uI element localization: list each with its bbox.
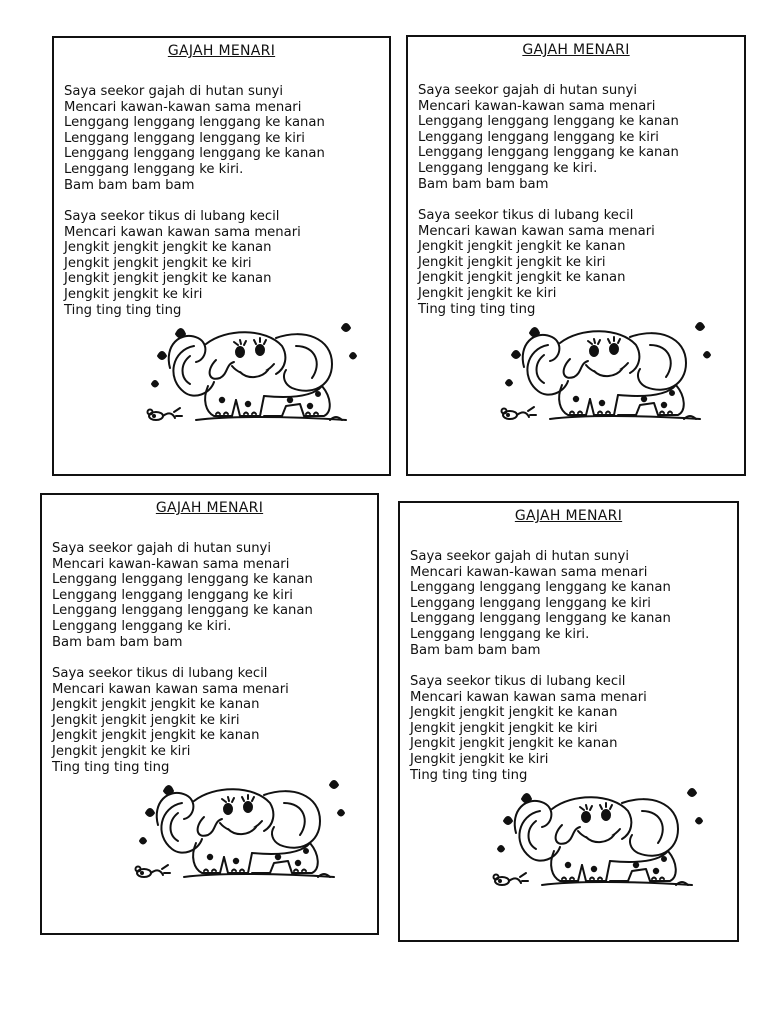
- verse-line: Lenggang lenggang ke kiri.: [410, 626, 590, 642]
- verse-line: Saya seekor tikus di lubang kecil: [410, 674, 626, 689]
- verse-line: Saya seekor tikus di lubang kecil: [418, 208, 634, 223]
- verse-gajah: [418, 83, 679, 192]
- song-card-3: [40, 493, 379, 935]
- verse-line: Lenggang lenggang lenggang ke kanan: [52, 603, 313, 619]
- verse-line: Mencari kawan-kawan sama menari: [64, 99, 302, 115]
- verse-line: Jengkit jengkit ke kiri: [418, 285, 557, 301]
- verse-line: Lenggang lenggang lenggang ke kiri: [418, 129, 659, 145]
- verse-line: Saya seekor tikus di lubang kecil: [64, 209, 280, 224]
- verse-line: Lenggang lenggang lenggang ke kanan: [410, 611, 671, 627]
- verse-line: Lenggang lenggang lenggang ke kiri: [410, 595, 651, 611]
- dancing-elephant-icon: [136, 316, 358, 428]
- verse-line: Jengkit jengkit jengkit ke kanan: [418, 270, 626, 286]
- song-card-1: [52, 36, 391, 476]
- song-title: GAJAH MENARI: [155, 500, 264, 516]
- verse-line: Jengkit jengkit jengkit ke kanan: [410, 705, 618, 721]
- verse-line: Jengkit jengkit jengkit ke kanan: [418, 239, 626, 255]
- dancing-elephant-icon: [482, 781, 704, 893]
- verse-line: Jengkit jengkit ke kiri: [52, 743, 191, 759]
- verse-line: Ting ting ting ting: [418, 301, 536, 317]
- verse-line: Mencari kawan kawan sama menari: [52, 681, 289, 697]
- verse-line: Ting ting ting ting: [52, 759, 170, 775]
- verse-tikus: [410, 674, 647, 783]
- verse-line: Jengkit jengkit ke kiri: [410, 751, 549, 767]
- dancing-elephant-icon: [124, 773, 346, 885]
- verse-line: Mencari kawan-kawan sama menari: [418, 98, 656, 114]
- verse-line: Lenggang lenggang ke kiri.: [64, 161, 244, 177]
- verse-line: Saya seekor gajah di hutan sunyi: [64, 84, 284, 99]
- verse-line: Saya seekor gajah di hutan sunyi: [418, 83, 638, 98]
- verse-line: Ting ting ting ting: [410, 767, 528, 783]
- verse-line: Lenggang lenggang lenggang ke kanan: [64, 146, 325, 162]
- verse-line: Mencari kawan-kawan sama menari: [410, 564, 648, 580]
- verse-line: Lenggang lenggang lenggang ke kanan: [64, 115, 325, 131]
- verse-gajah: [64, 84, 325, 193]
- verse-gajah: [52, 541, 313, 650]
- dancing-elephant-icon: [490, 315, 712, 427]
- song-title: GAJAH MENARI: [522, 42, 630, 58]
- verse-line: Jengkit jengkit jengkit ke kiri: [410, 720, 598, 736]
- verse-line: Bam bam bam bam: [64, 177, 195, 193]
- verse-line: Jengkit jengkit jengkit ke kiri: [64, 255, 252, 271]
- song-title: GAJAH MENARI: [167, 43, 276, 59]
- verse-line: Saya seekor gajah di hutan sunyi: [52, 541, 272, 556]
- verse-line: Lenggang lenggang lenggang ke kanan: [52, 572, 313, 588]
- verse-tikus: [64, 209, 301, 318]
- verse-line: Jengkit jengkit jengkit ke kanan: [64, 240, 272, 256]
- verse-line: Lenggang lenggang ke kiri.: [52, 618, 232, 634]
- verse-line: Mencari kawan-kawan sama menari: [52, 556, 290, 572]
- verse-line: Bam bam bam bam: [418, 176, 549, 192]
- verse-line: Lenggang lenggang lenggang ke kiri: [64, 130, 305, 146]
- verse-line: Lenggang lenggang lenggang ke kanan: [418, 145, 679, 161]
- verse-line: Jengkit jengkit jengkit ke kiri: [52, 712, 240, 728]
- song-card-2: [406, 35, 746, 476]
- verse-line: Lenggang lenggang lenggang ke kanan: [418, 114, 679, 130]
- verse-line: Jengkit jengkit jengkit ke kanan: [64, 271, 272, 287]
- verse-line: Ting ting ting ting: [64, 302, 182, 318]
- verse-line: Lenggang lenggang lenggang ke kanan: [410, 580, 671, 596]
- verse-line: Saya seekor tikus di lubang kecil: [52, 666, 268, 681]
- verse-tikus: [52, 666, 289, 775]
- verse-line: Jengkit jengkit jengkit ke kanan: [52, 728, 260, 744]
- verse-line: Bam bam bam bam: [52, 634, 183, 650]
- verse-line: Jengkit jengkit jengkit ke kiri: [418, 254, 606, 270]
- song-card-4: [398, 501, 739, 942]
- verse-line: Bam bam bam bam: [410, 642, 541, 658]
- verse-line: Jengkit jengkit ke kiri: [64, 286, 203, 302]
- verse-line: Lenggang lenggang ke kiri.: [418, 160, 598, 176]
- verse-line: Jengkit jengkit jengkit ke kanan: [52, 697, 260, 713]
- verse-tikus: [418, 208, 655, 317]
- verse-line: Jengkit jengkit jengkit ke kanan: [410, 736, 618, 752]
- verse-line: Mencari kawan kawan sama menari: [410, 689, 647, 705]
- song-title: GAJAH MENARI: [514, 508, 623, 524]
- verse-line: Mencari kawan kawan sama menari: [64, 224, 301, 240]
- verse-line: Lenggang lenggang lenggang ke kiri: [52, 587, 293, 603]
- verse-gajah: [410, 549, 671, 658]
- verse-line: Saya seekor gajah di hutan sunyi: [410, 549, 630, 564]
- verse-line: Mencari kawan kawan sama menari: [418, 223, 655, 239]
